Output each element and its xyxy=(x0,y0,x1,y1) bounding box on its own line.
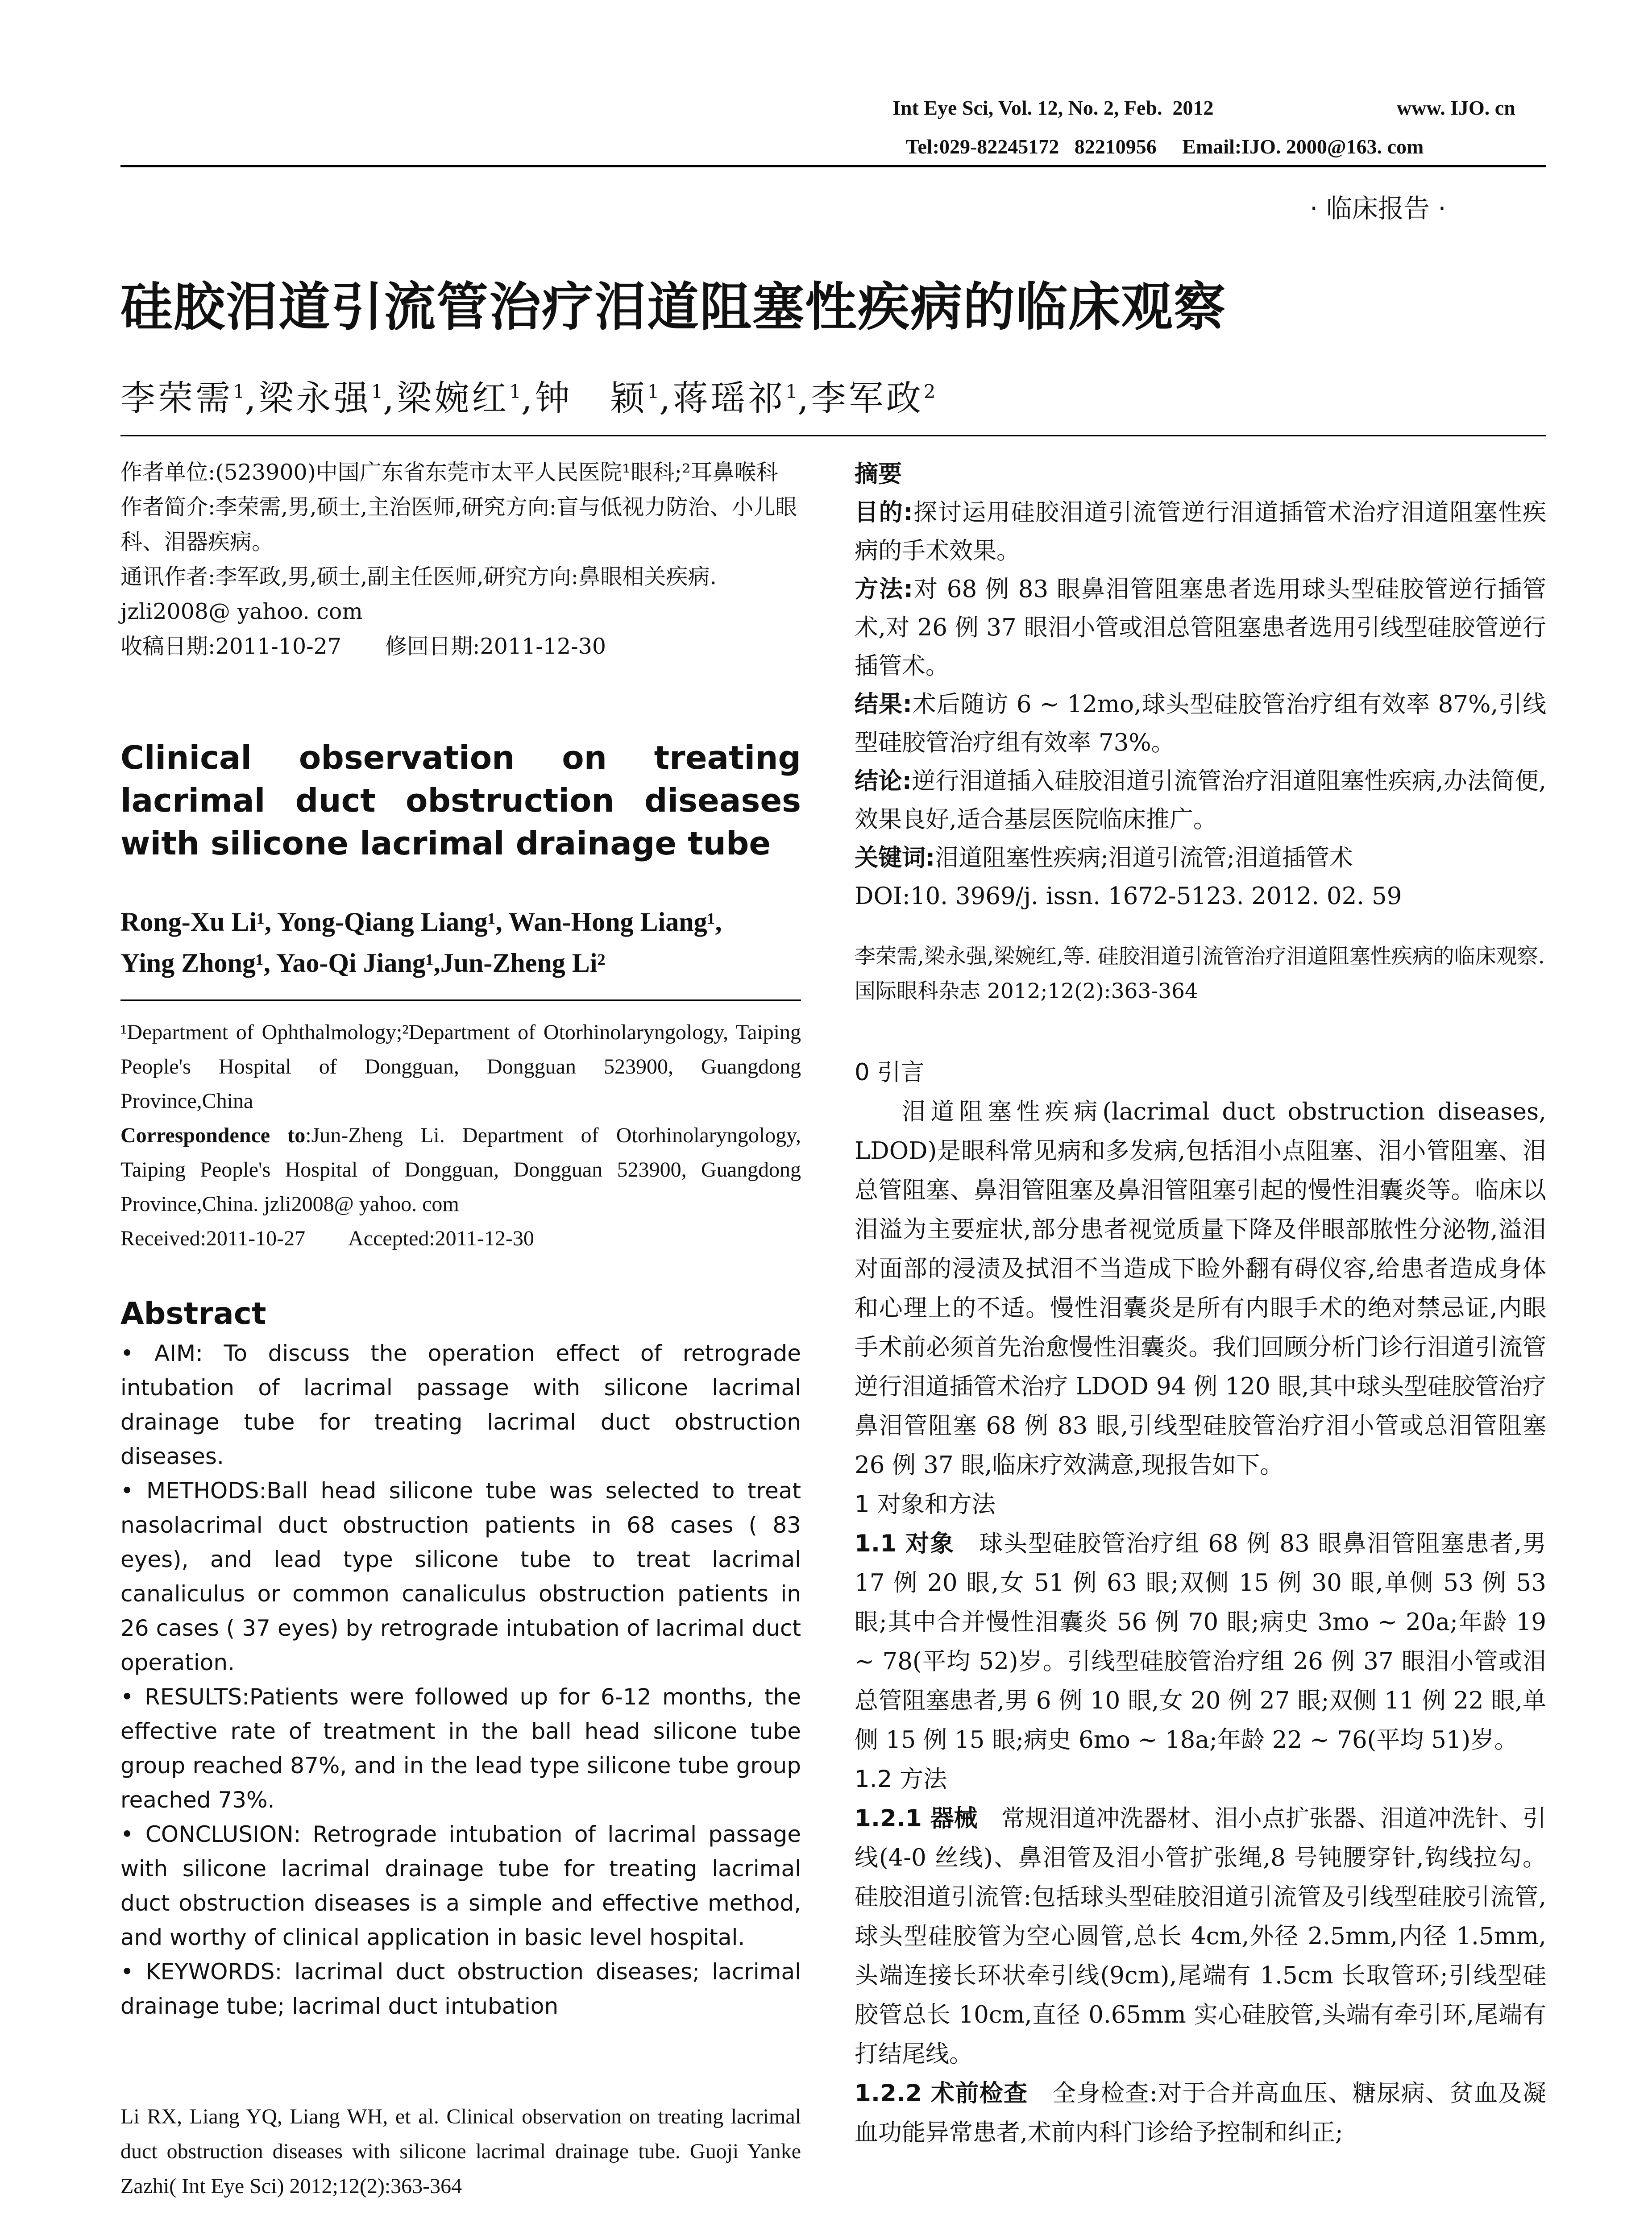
summary-keywords: 关键词:泪道阻塞性疾病;泪道引流管;泪道插管术 xyxy=(855,844,1353,871)
abstract-en xyxy=(120,1336,801,2024)
section-1-2-1: 1.2.1 器械 常规泪道冲洗器材、泪小点扩张器、泪道冲洗针、引线(4-0 丝线)、鼻泪管及泪小管扩张绳,8 号钝腰穿针,钩线拉勾。硅胶泪道引流管:包括球头型硅胶泪道引流管及引线型硅胶引流管,球头型硅胶管为空心圆管,总长 4cm,外径 2.5mm,内径 1.5mm,头端连接长环状牵引线(9cm),尾端有 1.5cm 长取管环;引线型硅胶管总长 10cm,直径 0.65mm 实心硅胶管,头端有牵引环,尾端有打结尾线。 xyxy=(855,1805,1546,2068)
authors-rule xyxy=(120,435,1546,436)
correspondence-en: Correspondence to:Jun-Zheng Li. Department of Otorhinolaryngology, Taiping People's Hospital of Dongguan, Dongguan 523900, Guangdong Province,China. jzli2008@ yahoo. com xyxy=(120,1124,801,1216)
author-bio-cn: 作者简介:李荣需,男,硕士,主治医师,研究方向:盲与低视力防治、小儿眼科、泪器疾病。 xyxy=(120,494,797,555)
summary-cn-heading: 摘要 xyxy=(855,460,902,488)
authors-en: Rong-Xu Li¹, Yong-Qiang Liang¹, Wan-Hong Liang¹, Ying Zhong¹, Yao-Qi Jiang¹,Jun-Zheng Li² xyxy=(120,907,722,978)
citation-cn: 李荣需,梁永强,梁婉红,等. 硅胶泪道引流管治疗泪道阻塞性疾病的临床观察. 国际眼科杂志 2012;12(2):363-364 xyxy=(855,944,1545,1004)
left-rule xyxy=(120,999,801,1001)
summary-results: 结果:术后随访 6 ~ 12mo,球头型硅胶管治疗组有效率 87%,引线型硅胶管治疗组有效率 73%。 xyxy=(855,691,1546,756)
section-tag: · 临床报告 · xyxy=(1310,193,1446,224)
summary-cn xyxy=(855,455,1546,916)
abstract-conclusion: • CONCLUSION: Retrograde intubation of lacrimal passage with silicone lacrimal drainage tube for treating lacrimal duct obstruction diseases is a simple and effective method, and worthy of clinical application in basic level hospital. xyxy=(120,1821,801,1950)
summary-conclusion: 结论:逆行泪道插入硅胶泪道引流管治疗泪道阻塞性疾病,办法简便,效果良好,适合基层医院临床推广。 xyxy=(855,767,1546,833)
author-5: 蒋瑶祁 xyxy=(673,378,786,419)
journal-line: Int Eye Sci, Vol. 12, No. 2, Feb. 2012 xyxy=(892,96,1214,119)
section-0-heading: 0 引言 xyxy=(855,1059,925,1086)
affiliation-en-block xyxy=(120,1015,801,1256)
abstract-aim: • AIM: To discuss the operation effect of retrograde intubation of lacrimal passage with silicone lacrimal drainage tube for treating lacrimal duct obstruction diseases. xyxy=(120,1340,801,1469)
correspondence-cn: 通讯作者:李军政,男,硕士,副主任医师,研究方向:鼻眼相关疾病. jzli2008@ yahoo. com xyxy=(120,564,717,624)
dates-cn: 收稿日期:2011-10-27 修回日期:2011-12-30 xyxy=(120,634,606,659)
abstract-heading: Abstract xyxy=(120,1296,266,1331)
journal-website: www. IJO. cn xyxy=(1397,96,1515,119)
abstract-keywords: • KEYWORDS: lacrimal duct obstruction diseases; lacrimal drainage tube; lacrimal duct intubation xyxy=(120,1959,801,2019)
abstract-methods: • METHODS:Ball head silicone tube was selected to treat nasolacrimal duct obstruction patients in 68 cases ( 83 eyes), and lead type silicone tube to treat lacrimal canaliculus or common canaliculus obstruction patients in 26 cases ( 37 eyes) by retrograde intubation of lacrimal duct operation. xyxy=(120,1478,801,1675)
author-info-cn xyxy=(120,455,801,664)
abstract-results: • RESULTS:Patients were followed up for 6-12 months, the effective rate of treatment in the ball head silicone tube group reached 87%, and in the lead type silicone tube group reached 73%. xyxy=(120,1684,801,1813)
section-1-2-heading: 1.2 方法 xyxy=(855,1766,947,1793)
article-body xyxy=(855,1053,1546,2152)
citation-en: Li RX, Liang YQ, Liang WH, et al. Clinical observation on treating lacrimal duct obstruction diseases with silicone lacrimal drainage tube. Guoji Yanke Zazhi( Int Eye Sci) 2012;12(2):363-364 xyxy=(120,2105,801,2198)
section-1-heading: 1 对象和方法 xyxy=(855,1491,996,1518)
author-4: 钟 颖 xyxy=(535,378,648,419)
article-title-en: Clinical observation on treating lacrimal duct obstruction diseases with silicone lacrimal drainage tube xyxy=(120,739,801,862)
section-1-2-2: 1.2.2 术前检查 全身检查:对于合并高血压、糖尿病、贫血及凝血功能异常患者,术前内科门诊给予控制和纠正; xyxy=(855,2080,1546,2146)
doi: DOI:10. 3969/j. issn. 1672-5123. 2012. 02. 59 xyxy=(855,883,1402,910)
section-1-1: 1.1 对象 球头型硅胶管治疗组 68 例 83 眼鼻泪管阻塞患者,男 17 例 20 眼,女 51 例 63 眼;双侧 15 例 30 眼,单侧 53 例 53 眼;其中合并慢性泪囊炎 56 例 70 眼;病史 3mo ~ 20a;年龄 19 ~ 78(平均 52)岁。引线型硅胶管治疗组 26 例 37 眼泪小管或泪总管阻塞患者,男 6 例 10 眼,女 20 例 27 眼;双侧 11 例 22 眼,单侧 15 例 15 眼;病史 6mo ~ 18a;年龄 22 ~ 76(平均 51)岁。 xyxy=(855,1530,1546,1754)
author-1: 李荣需 xyxy=(120,378,233,419)
author-2: 梁永强 xyxy=(258,378,371,419)
section-0-text: 泪道阻塞性疾病(lacrimal duct obstruction diseases, LDOD)是眼科常见病和多发病,包括泪小点阻塞、泪小管阻塞、泪总管阻塞、鼻泪管阻塞及鼻泪管阻塞引起的慢性泪囊炎等。临床以泪溢为主要症状,部分患者视觉质量下降及伴眼部脓性分泌物,溢泪对面部的浸渍及拭泪不当造成下睑外翻有碍仪容,给患者造成身体和心理上的不适。慢性泪囊炎是所有内眼手术的绝对禁忌证,内眼手术前必须首先治愈慢性泪囊炎。我们回顾分析门诊行泪道引流管逆行泪道插管术治疗 LDOD 94 例 120 眼,其中球头型硅胶管治疗鼻泪管阻塞 68 例 83 眼,引线型硅胶管治疗泪小管或总泪管阻塞 26 例 37 眼,临床疗效满意,现报告如下。 xyxy=(855,1098,1546,1479)
summary-aim: 目的:探讨运用硅胶泪道引流管逆行泪道插管术治疗泪道阻塞性疾病的手术效果。 xyxy=(855,499,1547,564)
received-en: Received:2011-10-27 Accepted:2011-12-30 xyxy=(120,1227,534,1250)
author-affiliation-cn: 作者单位:(523900)中国广东省东莞市太平人民医院¹眼科;²耳鼻喉科 xyxy=(120,460,778,485)
summary-methods: 方法:对 68 例 83 眼鼻泪管阻塞患者选用球头型硅胶管逆行插管术,对 26 例 37 眼泪小管或泪总管阻塞患者选用引线型硅胶管逆行插管术。 xyxy=(855,576,1546,680)
article-title-cn: 硅胶泪道引流管治疗泪道阻塞性疾病的临床观察 xyxy=(120,277,1226,337)
affiliation-en: ¹Department of Ophthalmology;²Department of Otorhinolaryngology, Taiping People's Hospital of Dongguan, Dongguan 523900, Guangdong Province,China xyxy=(120,1020,801,1113)
header-rule xyxy=(120,165,1546,167)
authors-cn: 李荣需$^1$,梁永强$^1$,梁婉红$^1$,钟 颖$^1$,蒋瑶祁$^1$,李军政$^2$ xyxy=(120,378,936,419)
author-3: 梁婉红 xyxy=(397,378,510,419)
author-6: 李军政 xyxy=(811,378,924,419)
journal-contact: Tel:029-82245172 82210956 Email:IJO. 2000@163. com xyxy=(906,135,1424,158)
